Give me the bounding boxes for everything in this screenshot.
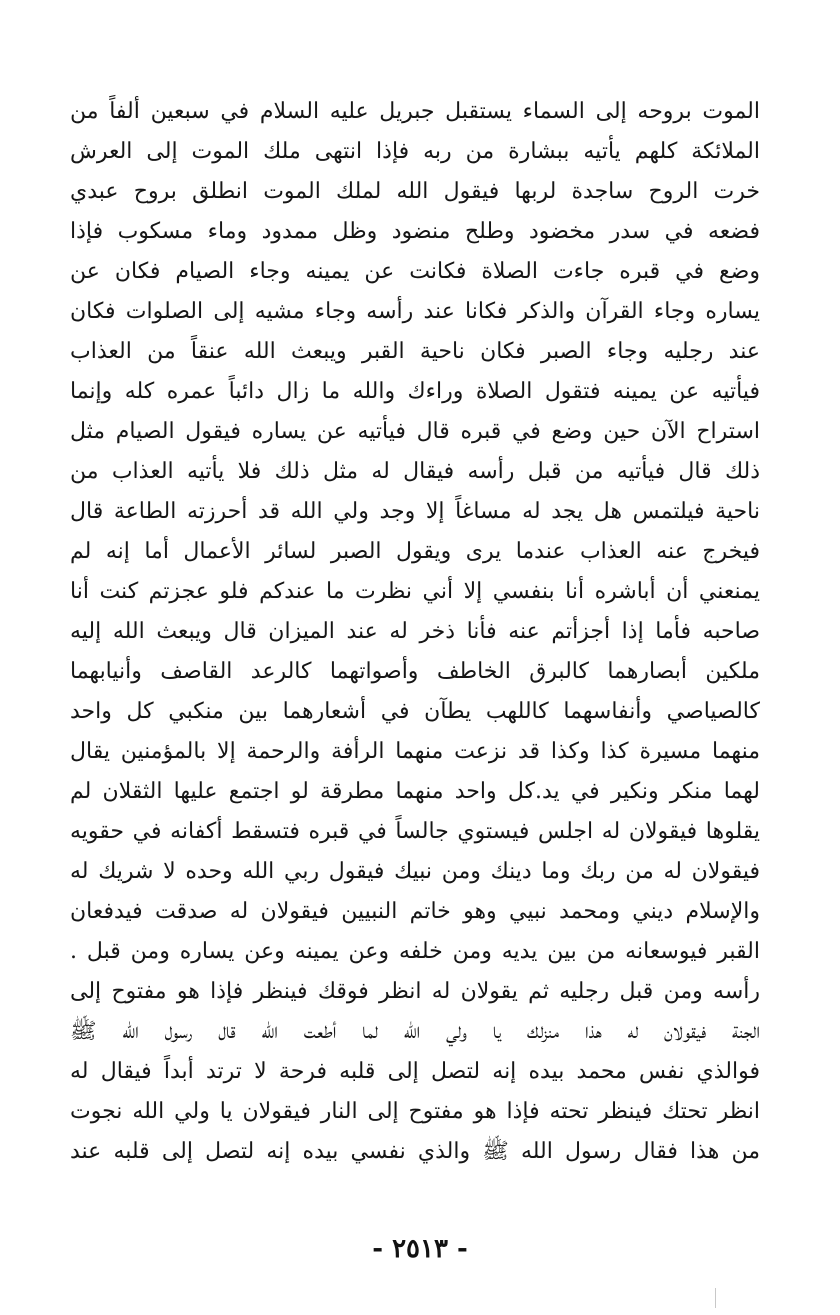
text-line: ناحية فيلتمس هل يجد له مساغاً إلا وجد ولي الله قد أحرزته الطاعة قال	[70, 499, 760, 524]
text-line: صاحبه فأما إذا أجزأتم عنه فأنا ذخر له عند الميزان قال ويبعث الله إليه	[70, 619, 760, 644]
text-line: يقلوها فيقولان له اجلس فيستوي جالساً في قبره فتسقط أكفانه في حقويه	[70, 819, 760, 844]
text-line: خرت الروح ساجدة لربها فيقول الله لملك الموت انطلق بروح عبدي	[70, 179, 760, 204]
text-line: وضع في قبره جاءت الصلاة فكانت عن يمينه وجاء الصيام فكان عن	[70, 259, 760, 284]
text-line: انظر تحتك فينظر تحته فإذا هو مفتوح إلى النار فيقولان يا ولي الله نجوت	[70, 1099, 760, 1124]
text-line: الملائكة كلهم يأتيه ببشارة من ربه فإذا انتهى ملك الموت إلى العرش	[70, 139, 760, 164]
text-line: منهما مسيرة كذا وكذا قد نزعت منهما الرأفة والرحمة إلا بالمؤمنين يقال	[70, 739, 760, 764]
text-line: الجنة فيقولان له هذا منزلك يا ولي الله لما أطعت الله قال رسول الله ﷺ	[70, 1019, 760, 1044]
text-line: فيأتيه عن يمينه فتقول الصلاة وراءك والله ما زال دائباً عمره كله وإنما	[70, 379, 760, 404]
text-line: فوالذي نفس محمد بيده إنه لتصل إلى قلبه فرحة لا ترتد أبداً فيقال له	[70, 1059, 760, 1084]
text-line: فضعه في سدر مخضود وطلح منضود وظل ممدود وماء مسكوب فإذا	[70, 219, 760, 244]
text-line: القبر فيوسعانه من بين يديه ومن خلفه وعن يمينه وعن يساره ومن قبل .	[70, 939, 760, 964]
text-line: ملكين أبصارهما كالبرق الخاطف وأصواتهما كالرعد القاصف وأنيابهما	[70, 659, 760, 684]
text-line: الموت بروحه إلى السماء يستقبل جبريل عليه السلام في سبعين ألفاً من	[70, 99, 760, 124]
text-line: يمنعني أن أباشره أنا بنفسي إلا أني نظرت ما عندكم فلو عجزتم كنت أنا	[70, 579, 760, 604]
text-line: من هذا فقال رسول الله ﷺ والذي نفسي بيده إنه لتصل إلى قلبه عند	[70, 1139, 760, 1164]
text-line: ذلك قال فيأتيه من قبل رأسه فيقال له مثل ذلك فلا يأتيه العذاب من	[70, 459, 760, 484]
text-line: لهما منكر ونكير في يد.كل واحد منهما مطرقة لو اجتمع عليها الثقلان لم	[70, 779, 760, 804]
text-line: رأسه ومن قبل رجليه ثم يقولان له انظر فوقك فينظر فإذا هو مفتوح إلى	[70, 979, 760, 1004]
text-line: فيخرج عنه العذاب عندما يرى ويقول الصبر لسائر الأعمال أما إنه لم	[70, 539, 760, 564]
text-line: عند رجليه وجاء الصبر فكان ناحية القبر ويبعث الله عنقاً من العذاب	[70, 339, 760, 364]
page-body-text	[70, 92, 760, 1172]
text-line: كالصياصي وأنفاسهما كاللهب يطآن في أشعارهما بين منكبي كل واحد	[70, 699, 760, 724]
text-line: يساره وجاء القرآن والذكر فكانا عند رأسه وجاء مشيه إلى الصلوات فكان	[70, 299, 760, 324]
scan-artifact-mark	[715, 1288, 716, 1308]
text-line: فيقولان له من ربك وما دينك ومن نبيك فيقول ربي الله وحده لا شريك له	[70, 859, 760, 884]
page-number: - ٢٥١٣ -	[372, 1234, 468, 1264]
text-line: استراح الآن حين وضع في قبره قال فيأتيه عن يساره فيقول الصيام مثل	[70, 419, 760, 444]
text-line: والإسلام ديني ومحمد نبيي وهو خاتم النبيين فيقولان له صدقت فيدفعان	[70, 899, 760, 924]
